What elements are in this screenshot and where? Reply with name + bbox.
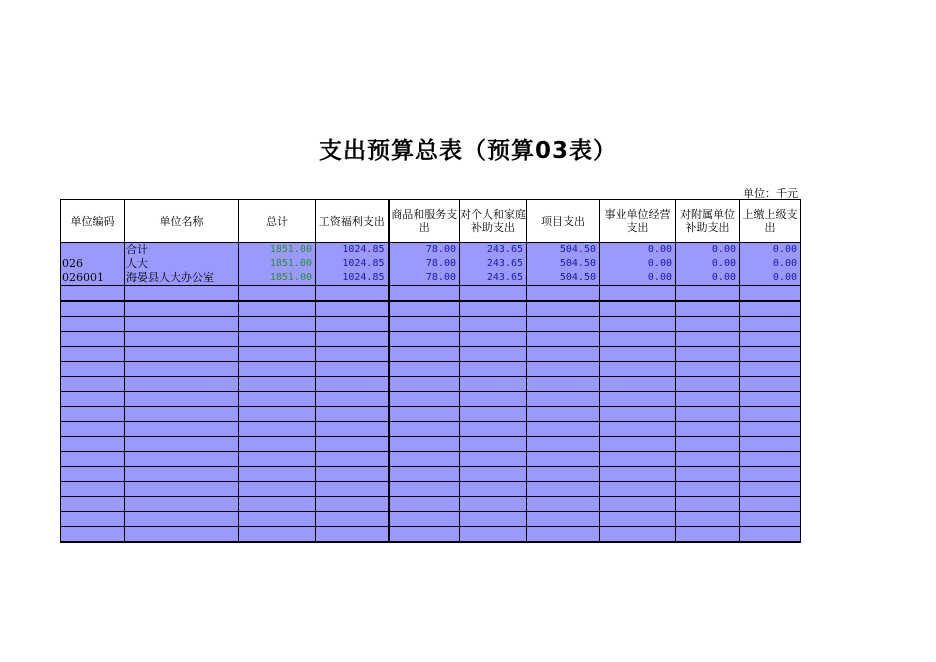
empty-cell[interactable] (125, 422, 239, 437)
empty-cell[interactable] (316, 407, 389, 422)
header-cell: 工资福利支出 (316, 200, 389, 243)
cell-code[interactable] (61, 243, 125, 258)
empty-cell[interactable] (389, 317, 460, 332)
empty-cell[interactable] (125, 332, 239, 347)
empty-cell[interactable] (460, 497, 527, 512)
empty-cell[interactable] (460, 332, 527, 347)
empty-cell[interactable] (676, 347, 740, 362)
empty-cell[interactable] (316, 467, 389, 482)
empty-cell[interactable] (61, 437, 125, 452)
empty-cell[interactable] (239, 497, 316, 512)
empty-cell[interactable] (61, 286, 125, 302)
empty-cell[interactable] (125, 377, 239, 392)
empty-row[interactable] (61, 377, 801, 392)
table-header-row (61, 200, 801, 243)
cell-goods[interactable]: 78.00 (389, 257, 460, 271)
empty-cell[interactable] (527, 301, 600, 317)
empty-cell[interactable] (239, 467, 316, 482)
header-cell: 单位编码 (61, 200, 125, 243)
empty-cell[interactable] (316, 317, 389, 332)
empty-cell[interactable] (389, 407, 460, 422)
empty-cell[interactable] (740, 437, 801, 452)
empty-cell[interactable] (389, 332, 460, 347)
empty-cell[interactable] (460, 301, 527, 317)
empty-cell[interactable] (239, 377, 316, 392)
empty-cell[interactable] (239, 437, 316, 452)
empty-cell[interactable] (460, 362, 527, 377)
empty-cell[interactable] (527, 377, 600, 392)
cell-code[interactable]: 026001 (61, 271, 125, 286)
empty-row[interactable] (61, 332, 801, 347)
empty-cell[interactable] (125, 392, 239, 407)
empty-cell[interactable] (600, 407, 676, 422)
empty-cell[interactable] (389, 392, 460, 407)
empty-cell[interactable] (460, 467, 527, 482)
cell-name[interactable]: 人大 (125, 257, 239, 271)
empty-cell[interactable] (600, 332, 676, 347)
empty-cell[interactable] (527, 332, 600, 347)
empty-row[interactable] (61, 392, 801, 407)
empty-cell[interactable] (239, 362, 316, 377)
empty-cell[interactable] (527, 527, 600, 543)
empty-cell[interactable] (740, 422, 801, 437)
empty-cell[interactable] (389, 422, 460, 437)
header-cell: 对附属单位补助支出 (676, 200, 740, 243)
cell-personal[interactable]: 243.65 (460, 271, 527, 286)
empty-cell[interactable] (600, 527, 676, 543)
empty-cell[interactable] (676, 362, 740, 377)
empty-cell[interactable] (740, 347, 801, 362)
empty-cell[interactable] (61, 301, 125, 317)
empty-cell[interactable] (600, 512, 676, 527)
empty-cell[interactable] (527, 362, 600, 377)
empty-cell[interactable] (389, 512, 460, 527)
cell-personal[interactable]: 243.65 (460, 257, 527, 271)
empty-cell[interactable] (600, 467, 676, 482)
empty-cell[interactable] (676, 437, 740, 452)
empty-cell[interactable] (125, 407, 239, 422)
empty-row[interactable] (61, 422, 801, 437)
cell-project[interactable]: 504.50 (527, 243, 600, 258)
empty-cell[interactable] (316, 437, 389, 452)
empty-cell[interactable] (239, 392, 316, 407)
empty-cell[interactable] (676, 422, 740, 437)
empty-cell[interactable] (527, 512, 600, 527)
cell-subsidiary[interactable]: 0.00 (676, 257, 740, 271)
cell-goods[interactable]: 78.00 (389, 243, 460, 258)
empty-cell[interactable] (676, 482, 740, 497)
empty-cell[interactable] (239, 482, 316, 497)
page-title: 支出预算总表（预算03表） (318, 138, 617, 164)
empty-cell[interactable] (125, 527, 239, 543)
empty-cell[interactable] (740, 317, 801, 332)
empty-cell[interactable] (600, 317, 676, 332)
cell-subsidiary[interactable]: 0.00 (676, 243, 740, 258)
empty-cell[interactable] (61, 467, 125, 482)
empty-row[interactable] (61, 362, 801, 377)
empty-cell[interactable] (389, 347, 460, 362)
empty-cell[interactable] (125, 467, 239, 482)
empty-cell[interactable] (460, 392, 527, 407)
empty-cell[interactable] (389, 482, 460, 497)
cell-upper[interactable]: 0.00 (740, 257, 801, 271)
empty-cell[interactable] (600, 362, 676, 377)
empty-cell[interactable] (125, 512, 239, 527)
empty-cell[interactable] (527, 347, 600, 362)
empty-cell[interactable] (600, 497, 676, 512)
table-row[interactable] (61, 243, 801, 258)
empty-cell[interactable] (676, 286, 740, 302)
empty-cell[interactable] (600, 392, 676, 407)
empty-cell[interactable] (676, 392, 740, 407)
empty-cell[interactable] (527, 452, 600, 467)
empty-cell[interactable] (61, 527, 125, 543)
empty-cell[interactable] (676, 301, 740, 317)
empty-cell[interactable] (527, 467, 600, 482)
empty-cell[interactable] (676, 377, 740, 392)
empty-cell[interactable] (316, 512, 389, 527)
empty-cell[interactable] (61, 377, 125, 392)
empty-cell[interactable] (527, 286, 600, 302)
empty-cell[interactable] (125, 437, 239, 452)
empty-cell[interactable] (316, 452, 389, 467)
empty-cell[interactable] (527, 317, 600, 332)
empty-cell[interactable] (676, 497, 740, 512)
empty-cell[interactable] (460, 377, 527, 392)
table-row[interactable] (61, 271, 801, 286)
empty-cell[interactable] (527, 482, 600, 497)
cell-upper[interactable]: 0.00 (740, 243, 801, 258)
cell-business[interactable]: 0.00 (600, 257, 676, 271)
empty-cell[interactable] (61, 497, 125, 512)
empty-cell[interactable] (740, 482, 801, 497)
empty-cell[interactable] (600, 422, 676, 437)
empty-cell[interactable] (389, 362, 460, 377)
empty-cell[interactable] (460, 422, 527, 437)
budget-table (60, 199, 801, 543)
empty-cell[interactable] (600, 286, 676, 302)
cell-business[interactable]: 0.00 (600, 243, 676, 258)
empty-cell[interactable] (600, 452, 676, 467)
empty-cell[interactable] (125, 362, 239, 377)
empty-cell[interactable] (460, 286, 527, 302)
empty-cell[interactable] (316, 527, 389, 543)
empty-cell[interactable] (316, 286, 389, 302)
empty-cell[interactable] (239, 407, 316, 422)
empty-cell[interactable] (740, 362, 801, 377)
empty-cell[interactable] (460, 437, 527, 452)
empty-cell[interactable] (239, 332, 316, 347)
empty-cell[interactable] (125, 497, 239, 512)
unit-label: 单位：千元 (743, 187, 798, 200)
empty-cell[interactable] (389, 301, 460, 317)
empty-cell[interactable] (316, 301, 389, 317)
cell-total[interactable]: 1851.00 (239, 243, 316, 258)
empty-cell[interactable] (239, 422, 316, 437)
empty-cell[interactable] (600, 301, 676, 317)
empty-cell[interactable] (527, 392, 600, 407)
empty-cell[interactable] (316, 347, 389, 362)
empty-cell[interactable] (61, 317, 125, 332)
empty-cell[interactable] (676, 332, 740, 347)
empty-cell[interactable] (740, 377, 801, 392)
empty-cell[interactable] (316, 482, 389, 497)
header-cell: 事业单位经营支出 (600, 200, 676, 243)
cell-salary[interactable]: 1024.85 (316, 243, 389, 258)
empty-cell[interactable] (676, 452, 740, 467)
empty-cell[interactable] (676, 467, 740, 482)
cell-project[interactable]: 504.50 (527, 271, 600, 286)
header-cell: 总计 (239, 200, 316, 243)
empty-cell[interactable] (676, 407, 740, 422)
cell-total[interactable]: 1851.00 (239, 271, 316, 286)
empty-cell[interactable] (61, 407, 125, 422)
empty-cell[interactable] (460, 512, 527, 527)
empty-cell[interactable] (460, 407, 527, 422)
empty-cell[interactable] (61, 362, 125, 377)
empty-row[interactable] (61, 407, 801, 422)
empty-cell[interactable] (527, 497, 600, 512)
empty-cell[interactable] (460, 317, 527, 332)
empty-cell[interactable] (389, 452, 460, 467)
cell-subsidiary[interactable]: 0.00 (676, 271, 740, 286)
empty-cell[interactable] (61, 332, 125, 347)
cell-project[interactable]: 504.50 (527, 257, 600, 271)
empty-cell[interactable] (239, 301, 316, 317)
empty-cell[interactable] (316, 392, 389, 407)
empty-cell[interactable] (676, 512, 740, 527)
empty-cell[interactable] (676, 527, 740, 543)
empty-cell[interactable] (389, 467, 460, 482)
empty-cell[interactable] (740, 286, 801, 302)
cell-upper[interactable]: 0.00 (740, 271, 801, 286)
empty-cell[interactable] (460, 347, 527, 362)
empty-cell[interactable] (316, 377, 389, 392)
empty-cell[interactable] (600, 377, 676, 392)
header-cell: 单位名称 (125, 200, 239, 243)
empty-cell[interactable] (239, 347, 316, 362)
empty-cell[interactable] (389, 497, 460, 512)
empty-cell[interactable] (61, 512, 125, 527)
empty-row[interactable] (61, 482, 801, 497)
empty-cell[interactable] (239, 317, 316, 332)
cell-personal[interactable]: 243.65 (460, 243, 527, 258)
empty-cell[interactable] (61, 482, 125, 497)
empty-cell[interactable] (61, 452, 125, 467)
empty-cell[interactable] (600, 347, 676, 362)
empty-cell[interactable] (239, 286, 316, 302)
empty-cell[interactable] (600, 437, 676, 452)
empty-cell[interactable] (740, 452, 801, 467)
empty-cell[interactable] (316, 497, 389, 512)
empty-cell[interactable] (740, 392, 801, 407)
empty-cell[interactable] (740, 301, 801, 317)
empty-cell[interactable] (239, 452, 316, 467)
empty-row[interactable] (61, 527, 801, 543)
empty-cell[interactable] (460, 527, 527, 543)
header-cell: 项目支出 (527, 200, 600, 243)
cell-goods[interactable]: 78.00 (389, 271, 460, 286)
empty-cell[interactable] (125, 482, 239, 497)
cell-name[interactable]: 合计 (125, 243, 239, 258)
empty-cell[interactable] (740, 527, 801, 543)
empty-cell[interactable] (740, 497, 801, 512)
empty-cell[interactable] (740, 467, 801, 482)
empty-row[interactable] (61, 347, 801, 362)
empty-cell[interactable] (676, 317, 740, 332)
empty-cell[interactable] (740, 332, 801, 347)
empty-cell[interactable] (527, 407, 600, 422)
cell-business[interactable]: 0.00 (600, 271, 676, 286)
empty-cell[interactable] (460, 482, 527, 497)
empty-cell[interactable] (125, 452, 239, 467)
empty-cell[interactable] (740, 407, 801, 422)
empty-cell[interactable] (125, 317, 239, 332)
cell-salary[interactable]: 1024.85 (316, 257, 389, 271)
empty-cell[interactable] (125, 301, 239, 317)
empty-row[interactable] (61, 497, 801, 512)
header-cell: 上缴上级支出 (740, 200, 801, 243)
cell-name[interactable]: 海晏县人大办公室 (125, 271, 239, 286)
table-row[interactable] (61, 257, 801, 271)
empty-cell[interactable] (527, 422, 600, 437)
empty-cell[interactable] (61, 347, 125, 362)
cell-salary[interactable]: 1024.85 (316, 271, 389, 286)
empty-cell[interactable] (527, 437, 600, 452)
empty-cell[interactable] (316, 332, 389, 347)
empty-cell[interactable] (239, 527, 316, 543)
empty-cell[interactable] (316, 422, 389, 437)
empty-row[interactable] (61, 286, 801, 302)
empty-cell[interactable] (389, 527, 460, 543)
empty-row[interactable] (61, 317, 801, 332)
empty-row[interactable] (61, 452, 801, 467)
empty-cell[interactable] (316, 362, 389, 377)
empty-row[interactable] (61, 301, 801, 317)
empty-cell[interactable] (125, 347, 239, 362)
empty-cell[interactable] (389, 437, 460, 452)
empty-row[interactable] (61, 467, 801, 482)
empty-row[interactable] (61, 437, 801, 452)
empty-cell[interactable] (600, 482, 676, 497)
empty-cell[interactable] (61, 392, 125, 407)
empty-cell[interactable] (389, 286, 460, 302)
empty-row[interactable] (61, 512, 801, 527)
header-cell: 对个人和家庭补助支出 (460, 200, 527, 243)
cell-code[interactable]: 026 (61, 257, 125, 271)
empty-cell[interactable] (239, 512, 316, 527)
cell-total[interactable]: 1851.00 (239, 257, 316, 271)
empty-cell[interactable] (460, 452, 527, 467)
empty-cell[interactable] (389, 377, 460, 392)
header-cell: 商品和服务支出 (389, 200, 460, 243)
empty-cell[interactable] (125, 286, 239, 302)
empty-cell[interactable] (740, 512, 801, 527)
empty-cell[interactable] (61, 422, 125, 437)
